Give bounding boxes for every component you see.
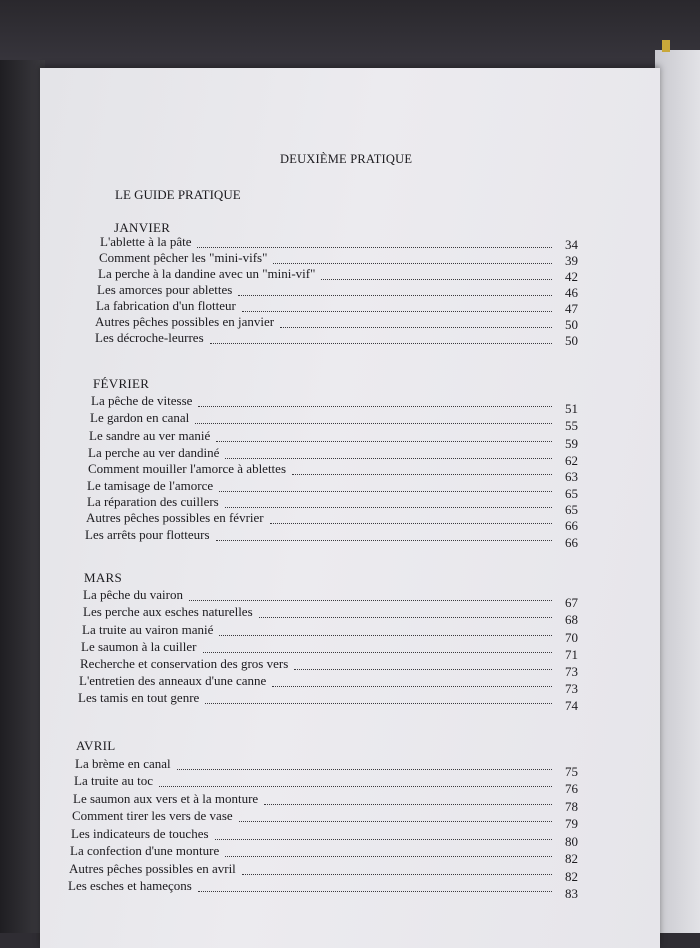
dot-leader: [242, 311, 552, 312]
entry-title: Les amorces pour ablettes: [97, 282, 233, 297]
toc-entry: [74, 773, 578, 796]
dot-leader: [292, 474, 552, 475]
entry-title: La perche à la dandine avec un "mini-vif": [98, 266, 316, 281]
entry-title: Le saumon à la cuiller: [81, 639, 197, 654]
entry-title: Le sandre au ver manié: [89, 428, 211, 443]
dot-leader: [219, 635, 552, 636]
page-number: 65: [565, 502, 578, 517]
dot-leader: [215, 839, 552, 840]
entry-title: Les perche aux esches naturelles: [83, 604, 253, 619]
entry-title: Comment tirer les vers de vase: [72, 808, 233, 823]
month-heading: AVRIL: [76, 738, 116, 753]
page-number: 62: [565, 453, 578, 468]
dot-leader: [225, 507, 552, 508]
toc-entry: [89, 428, 578, 451]
dot-leader: [197, 247, 552, 248]
toc-entry: [87, 478, 578, 501]
page-number: 67: [565, 595, 578, 610]
month-heading: MARS: [84, 570, 123, 585]
dot-leader: [205, 703, 552, 704]
page-number: 51: [565, 401, 578, 416]
dot-leader: [225, 458, 552, 459]
dot-leader: [195, 423, 552, 424]
page-number: 47: [565, 301, 578, 316]
entry-title: Les arrêts pour flotteurs: [85, 527, 210, 542]
toc-entry: [95, 330, 578, 346]
toc-entry: [71, 826, 578, 849]
toc-entry: [78, 690, 578, 713]
toc-entry: [70, 843, 578, 866]
entry-title: Le gardon en canal: [90, 410, 190, 425]
toc-entry: [97, 282, 578, 298]
page-number: 79: [565, 816, 578, 831]
entry-title: Les indicateurs de touches: [71, 826, 209, 841]
toc-entry: [83, 604, 578, 627]
entry-title: Comment pêcher les "mini-vifs": [99, 250, 268, 265]
toc-entry: [91, 393, 578, 416]
page-number: 71: [565, 647, 578, 662]
page-number: 42: [565, 269, 578, 284]
page-number: 63: [565, 469, 578, 484]
entry-title: Autres pêches possibles en février: [86, 510, 264, 525]
toc-entry: [90, 410, 578, 433]
toc-entry: [85, 527, 578, 550]
entry-title: Les décroche-leurres: [95, 330, 204, 345]
toc-entry: [99, 250, 578, 266]
page-number: 82: [565, 851, 578, 866]
entry-title: Recherche et conservation des gros vers: [80, 656, 289, 671]
entry-title: Les tamis en tout genre: [78, 690, 200, 705]
page-number: 66: [565, 535, 578, 550]
dot-leader: [198, 891, 552, 892]
dot-leader: [264, 804, 552, 805]
dot-leader: [321, 279, 552, 280]
toc-entry: [68, 878, 578, 901]
entry-title: La pêche du vairon: [83, 587, 183, 602]
entry-title: Les esches et hameçons: [68, 878, 192, 893]
page-number: 75: [565, 764, 578, 779]
page-number: 82: [565, 869, 578, 884]
entry-title: La brème en canal: [75, 756, 171, 771]
toc-entry: [73, 791, 578, 814]
page-number: 83: [565, 886, 578, 901]
toc-entry: [88, 445, 578, 468]
entry-title: La perche au ver dandiné: [88, 445, 220, 460]
page-number: 74: [565, 698, 578, 713]
page-number: 66: [565, 518, 578, 533]
toc-entry: [88, 461, 578, 484]
entry-title: La truite au toc: [74, 773, 154, 788]
toc-entry: [79, 673, 578, 696]
dot-leader: [159, 786, 552, 787]
entry-title: La truite au vairon manié: [82, 622, 214, 637]
toc-entry: [96, 298, 578, 314]
month-heading: JANVIER: [114, 220, 171, 235]
page-number: 73: [565, 681, 578, 696]
dot-leader: [225, 856, 552, 857]
dot-leader: [280, 327, 552, 328]
page-number: 34: [565, 237, 578, 252]
entry-title: L'entretien des anneaux d'une canne: [79, 673, 267, 688]
page-number: 50: [565, 317, 578, 332]
dot-leader: [219, 491, 552, 492]
page-number: 68: [565, 612, 578, 627]
entry-title: La fabrication d'un flotteur: [96, 298, 236, 313]
toc-entry: [98, 266, 578, 282]
entry-title: Le saumon aux vers et à la monture: [73, 791, 259, 806]
page-number: 70: [565, 630, 578, 645]
dot-leader: [239, 821, 552, 822]
page-number: 50: [565, 333, 578, 348]
dot-leader: [242, 874, 552, 875]
page-number: 39: [565, 253, 578, 268]
dot-leader: [189, 600, 552, 601]
page-number: 76: [565, 781, 578, 796]
toc-entry: [86, 510, 578, 533]
page-number: 65: [565, 486, 578, 501]
entry-title: Comment mouiller l'amorce à ablettes: [88, 461, 287, 476]
part-title: DEUXIÈME PRATIQUE: [280, 152, 413, 166]
page-number: 78: [565, 799, 578, 814]
dot-leader: [259, 617, 552, 618]
page-number: 80: [565, 834, 578, 849]
entry-title: La confection d'une monture: [70, 843, 220, 858]
toc-entry: [95, 314, 578, 330]
dot-leader: [216, 540, 552, 541]
entry-title: La pêche de vitesse: [91, 393, 193, 408]
dot-leader: [203, 652, 552, 653]
toc-entry: [80, 656, 578, 679]
entry-title: La réparation des cuillers: [87, 494, 219, 509]
dot-leader: [177, 769, 552, 770]
toc-entry: [82, 622, 578, 645]
toc-entry: [83, 587, 578, 610]
dot-leader: [238, 295, 552, 296]
dot-leader: [294, 669, 552, 670]
toc-entry: [75, 756, 578, 779]
page-number: 73: [565, 664, 578, 679]
dot-leader: [198, 406, 552, 407]
entry-title: Autres pêches possibles en avril: [69, 861, 236, 876]
dot-leader: [272, 686, 552, 687]
entry-title: Autres pêches possibles en janvier: [95, 314, 275, 329]
dot-leader: [216, 441, 552, 442]
page-number: 59: [565, 436, 578, 451]
entry-title: L'ablette à la pâte: [100, 234, 192, 249]
page-number: 46: [565, 285, 578, 300]
toc-entry: [72, 808, 578, 831]
entry-title: Le tamisage de l'amorce: [87, 478, 214, 493]
toc-entry: [100, 234, 578, 250]
dot-leader: [210, 343, 552, 344]
page-number: 55: [565, 418, 578, 433]
toc-entry: [69, 861, 578, 884]
toc-entry: [81, 639, 578, 662]
section-title: LE GUIDE PRATIQUE: [115, 187, 241, 202]
dot-leader: [270, 523, 552, 524]
month-heading: FÉVRIER: [93, 376, 150, 391]
dot-leader: [273, 263, 552, 264]
toc-entry: [87, 494, 578, 517]
